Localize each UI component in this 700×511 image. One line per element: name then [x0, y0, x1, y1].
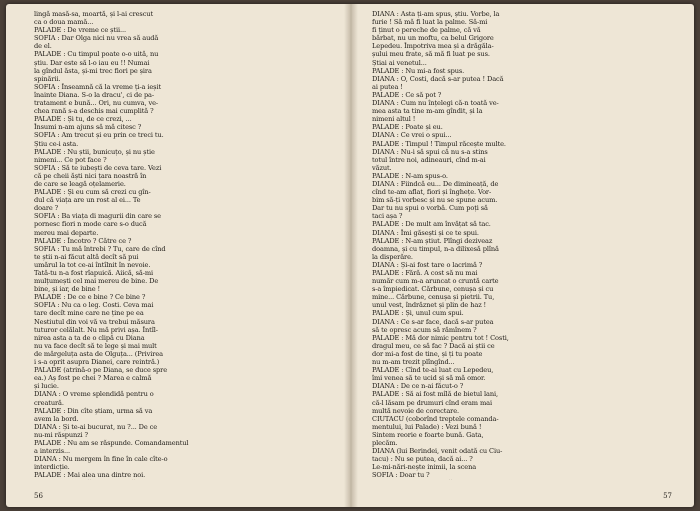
text-line: Știu ce-i asta. [34, 139, 79, 148]
text-line: șului meu frate, să mă fi luat pe sus. [372, 50, 490, 59]
text-line: PALADE : Nu mi-a fost spus. [372, 66, 465, 75]
text-line: DIANA : Ce s-ar face, dacă s-ar putea [372, 317, 494, 326]
text-line: DIANA : O, Costi, dacă s-ar putea ! Dacă [372, 74, 504, 83]
text-line: unul vest, îndrăznet și plin de haz ! [372, 301, 487, 310]
text-line: Nestiutul din voi vă va trebui măsura [34, 317, 155, 326]
text-line: PALADE : Și, unul cum spui. [372, 309, 464, 318]
text-line: PALADE : Cînd te-ai luat cu Lepedeu, [372, 366, 494, 375]
text-line: și lucie. [34, 382, 59, 391]
text-line: DIANA : Cum nu înțelegi că-n toată ve- [372, 99, 499, 108]
text-line: PALADE : Timpul ! Timpul răcește multe. [372, 139, 506, 148]
text-line: furie ! Să mă fi luat la palme. Să-mi [372, 18, 488, 27]
text-line: DIANA (lui Berindei, venit odată cu Ciu- [372, 447, 503, 456]
text-line: tratament e bună... Ori, nu cumva, ve- [34, 99, 159, 108]
text-line: de el. [34, 42, 52, 51]
text-line: bim să-ți vorbesc și nu se spune acum. [372, 196, 498, 205]
text-line: PALADE : Să ai fost mîlă de bietul lani, [372, 390, 499, 399]
text-line: mentului, lui Palade) : Vezi bună ! [372, 422, 482, 431]
text-line: mereu mai departe. [34, 228, 99, 237]
text-line: PALADE : De ce e bine ? Ce bine ? [34, 293, 146, 302]
text-line: DIANA : Îmi găsești și ce te spui. [372, 228, 479, 237]
text-line: Dar tu nu spui o vorbă. Cum poți să [372, 204, 488, 213]
text-line: să te opresc acum să rămînem ? [372, 325, 477, 334]
text-line: Sintem reorie e foarte bună. Gata, [372, 430, 484, 439]
text-line: PALADE : Fără. A cost să nu mai [372, 269, 478, 277]
text-line: umărul la tot ce-ai întîlnit în nevoie. [34, 260, 151, 269]
text-line: nu-mi răspunzi ? [34, 430, 88, 439]
text-line: DIANA : Fiindcă eu... De dimineață, de [372, 179, 499, 188]
text-line: PALADE : Și eu cum să crezi cu gîn- [34, 188, 151, 197]
text-line: că-l lăsam pe drumuri cînd eram mai [372, 398, 492, 407]
text-line: multă nevoie de corectare. [372, 406, 459, 415]
right-page-text [372, 10, 672, 480]
text-line [372, 479, 672, 480]
text-line [34, 479, 334, 480]
text-line: nirea asta a ta de o clipă cu Diana [34, 333, 145, 342]
text-line: bine, și iar, de bine ! [34, 285, 101, 294]
text-line: SOFIA : Ba viața di magurii din care se [34, 212, 161, 221]
text-line: tacu) : Nu se putea, dacă ai... ? [372, 455, 473, 464]
text-line: PALADE : N-am știut. Plîngi deziveaz [372, 236, 493, 245]
text-line: creatură. [34, 398, 64, 407]
text-line: doare ? [34, 204, 59, 213]
text-line: fi ținut o pereche de palme, că vă [372, 26, 481, 35]
text-line: înainte Diana. S-o la dracu', ci de pa- [34, 90, 155, 99]
text-line: PALADE : Încotro ? Către ce ? [34, 236, 132, 245]
text-line: nu va face decît să te lege și mai mult [34, 341, 157, 350]
text-line: PALADE : De vreme ce știi... [34, 26, 126, 35]
text-line: lingă masă-sa, moartă, și l-ai crescut [34, 10, 154, 18]
text-line: PALADE : Nu am se răspunde. Comandamentul [34, 438, 189, 447]
text-line: nimeni altul ! [372, 115, 416, 124]
text-line: Lepedeu. Împotriva mea și a drăgăla- [372, 42, 494, 51]
text-line: văzut. [372, 163, 392, 172]
left-page-number: 56 [34, 492, 43, 500]
text-line: a interzis... [34, 447, 71, 456]
text-line: nu m-am trezit plîngînd... [372, 358, 455, 367]
book-spread [6, 4, 694, 507]
text-line: mine... Cărbune, cenușa și pietrii. Tu, [372, 293, 495, 302]
text-line: nimeni... Ce pot face ? [34, 155, 107, 164]
text-line: DIANA : Și-ai fost tare o lacrimă ? [372, 260, 483, 269]
text-line: știu. Dar este să l-o iau eu !! Numai [34, 58, 150, 67]
text-line: DIANA : Nu-i să spui că nu s-a stins [372, 147, 488, 156]
text-line: te știi n-ai făcut altă decît să pui [34, 252, 139, 261]
text-line: avem la bord. [34, 414, 79, 423]
text-line: DIANA : O vreme splendidă pentru o [34, 390, 154, 399]
text-line: îmi venea să te ucid și să mă omor. [372, 374, 486, 383]
text-line: PALADE : Mă dor nimic pentru tot ! Costi, [372, 333, 509, 342]
text-line: SOFIA : Să te iubești de ceva tare. Vezi [34, 163, 162, 172]
text-line: doamna, și cu timpul, n-a dilixesă plînă [372, 244, 499, 253]
text-line: la gîndul ăsta, și-mi trec fiori pe șira [34, 66, 152, 75]
text-line: mea asta ta tine m-am gîndit, și la [372, 107, 483, 116]
text-line: DIANA : Asta ți-am spus, știu. Vorbe, la [372, 10, 500, 18]
text-line: tuturor celălalt. Nu mă privi așa. Întîl- [34, 325, 158, 334]
text-line: PALADE : N-am spus-o. [372, 171, 448, 180]
text-line: ca o doua mamă... [34, 18, 94, 27]
text-line: bărbat, nu un moftu, ca belul Grigore [372, 34, 494, 43]
text-line: dor mi-a fost de tine, și ți tu poate [372, 349, 483, 358]
text-line: Însumi n-am ajuns să mă citesc ? [34, 123, 142, 132]
text-line: PALADE : Cu timpul poate o-o uită, nu [34, 50, 159, 59]
text-line: SOFIA : Dar Olga nici nu vrea să audă [34, 34, 159, 43]
text-line: chea rană s-a deschis mai cumplită ? [34, 107, 154, 116]
text-line: SOFIA : Tu mă întrebi ? Tu, care de cînd [34, 244, 166, 253]
text-line: totul între noi, adineauri, cînd m-ai [372, 155, 486, 164]
text-line: dul că viața are un rost al ei... Te [34, 196, 141, 205]
text-line: spinării. [34, 74, 61, 83]
text-line: la disperăre. [372, 252, 413, 261]
text-line: SOFIA : Înseamnă că la vreme ți-a ieșit [34, 82, 162, 91]
text-line: interdicție. [34, 463, 70, 472]
text-line: PALADE : De mult am învățat să tac. [372, 220, 491, 229]
text-line: PALADE : Și tu, de ce crezi, ... [34, 115, 132, 124]
text-line: Știai ai venetul... [372, 58, 427, 67]
text-line: DIANA : Și te-ai bucurat, nu ?... De ce [34, 422, 158, 431]
text-line: DIANA : De ce n-ai făcut-o ? [372, 382, 464, 391]
text-line: SOFIA : Am trecut și eu prin ce treci tu. [34, 131, 164, 140]
text-line: că pe cheii ăști nici țara noastră în [34, 171, 147, 180]
book-gutter [344, 4, 358, 507]
text-line: ea.) Aș fost pe chei ? Marea e calmă [34, 374, 152, 383]
text-line: ai putea ! [372, 82, 403, 91]
right-page [372, 10, 672, 500]
text-line: număr cum m-a aruncat o cruntă carte [372, 277, 499, 286]
text-line: de mărgeluța asta de Olguța... (Privirea [34, 349, 163, 358]
text-line: taci așa ? [372, 212, 403, 221]
text-line: DIANA : Nu mergem în fine în cale cîte-o [34, 455, 168, 464]
text-line: PALADE : Din cîte știam, urma să va [34, 406, 153, 415]
text-line: SOFIA : Doar tu ? [372, 471, 430, 480]
text-line: s-a împiedicat. Cărbune, cenușa și cu [372, 285, 494, 294]
text-line: i s-a oprit asupra Dianei, care reintră.) [34, 358, 160, 367]
text-line: Tată-tu n-a fost rîapuică. Aiică, să-mi [34, 269, 154, 277]
left-page-text [34, 10, 334, 480]
left-page [34, 10, 334, 500]
text-line: pornesc fiori n mode care s-o ducă [34, 220, 147, 229]
text-line: PALADE : Poate și eu. [372, 123, 443, 132]
text-line: cînd te-am aflat, fiori și înghețe. Vor- [372, 188, 492, 197]
right-page-number: 57 [663, 492, 672, 500]
text-line: CIUTACU (coborînd treptele comanda- [372, 414, 499, 423]
text-line: PALADE : Mai alea una dintre noi. [34, 471, 146, 480]
text-line: Le-mi-nări-nește inimii, la scena [372, 463, 477, 472]
text-line: PALADE (atrină-o pe Diana, se duce spre [34, 366, 168, 375]
text-line: tare decît mine care ne ține pe ea [34, 309, 144, 318]
text-line: DIANA : Ce vrei o spui... [372, 131, 452, 140]
text-line: SOFIA : Nu ca o leg. Costi. Ceva mai [34, 301, 154, 310]
text-line: PALADE : Nu știi, bunicuțo, și nu știe [34, 147, 155, 156]
text-line: dragul meu, ce să fac ? Dacă ai știi ce [372, 341, 495, 350]
text-line: de care se leagă oțelamerie. [34, 179, 126, 188]
text-line: plecăm. [372, 438, 398, 447]
text-line: PALADE : Ce să pot ? [372, 90, 442, 99]
text-line: mulțumești cel mai mereu de bine. De [34, 277, 159, 286]
